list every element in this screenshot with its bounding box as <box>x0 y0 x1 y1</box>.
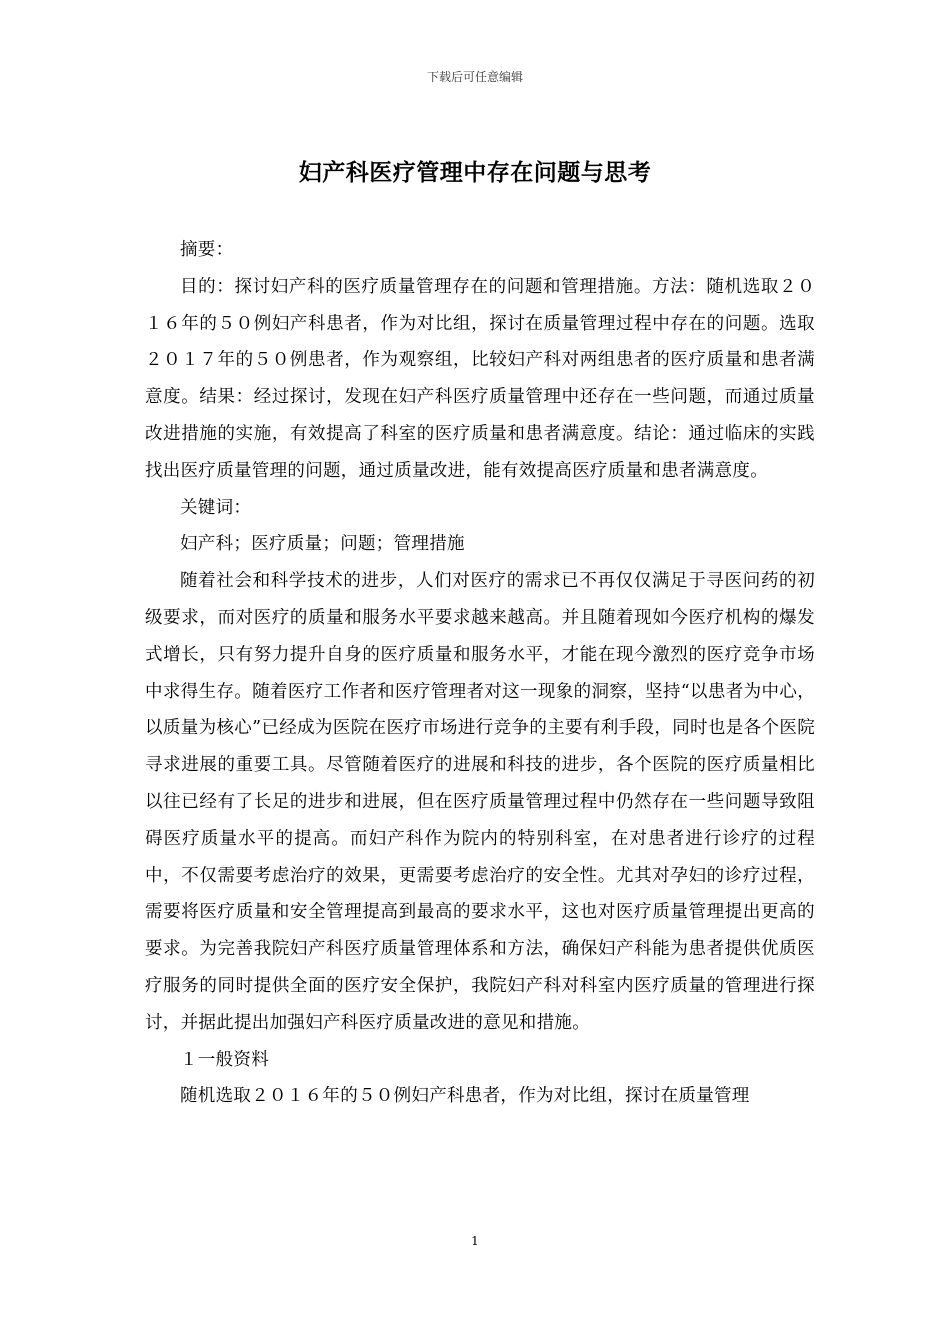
abstract-heading: 摘要： <box>180 240 234 260</box>
keywords-heading: 关键词： <box>180 497 252 518</box>
header-note: 下载后可任意编辑 <box>426 70 523 84</box>
abstract-paragraph: 目的：探讨妇产科的医疗质量管理存在的问题和管理措施。方法：随机选取２０１６年的５０例妇产科患者，作为对比组，探讨在质量管理过程中存在的问题。选取２０１７年的５０例患者，作为观察组，比较妇产科对两组患者的医疗质量和患者满意度。结果：经过探讨，发现在妇产科医疗质量管理中还存在一些问题，而通过质量改进措施的实施，有效提高了科室的医疗质量和患者满意度。结论：通过临床的实践找出医疗质量管理的问题，通过质量改进，能有效提高医疗质量和患者满意度。 <box>145 276 815 481</box>
page-number: 1 <box>471 1234 479 1248</box>
document-body <box>145 232 815 1115</box>
keywords-list: 妇产科；医疗质量；问题；管理措施 <box>180 534 465 555</box>
introduction-paragraph: 随着社会和科学技术的进步，人们对医疗的需求已不再仅仅满足于寻医问药的初级要求，而对医疗的质量和服务水平要求越来越高。并且随着现如今医疗机构的爆发式增长，只有努力提升自身的医疗质量和服务水平，才能在现今激烈的医疗竞争市场中求得生存。随着医疗工作者和医疗管理者对这一现象的洞察，坚持“以患者为中心，以质量为核心”已经成为医院在医疗市场进行竞争的主要有利手段，同时也是各个医院寻求进展的重要工具。尽管随着医疗的进展和科技的进步，各个医院的医疗质量相比以往已经有了长足的进步和进展，但在医疗质量管理过程中仍然存在一些问题导致阻碍医疗质量水平的提高。而妇产科作为院内的特别科室，在对患者进行诊疗的过程中，不仅需要考虑治疗的效果，更需要考虑治疗的安全性。尤其对孕妇的诊疗过程，需要将医疗质量和安全管理提高到最高的要求水平，这也对医疗质量管理提出更高的要求。为完善我院妇产科医疗质量管理体系和方法，确保妇产科能为患者提供优质医疗服务的同时提供全面的医疗安全保护，我院妇产科对科室内医疗质量的管理进行探讨，并据此提出加强妇产科医疗质量改进的意见和措施。 <box>145 571 815 1033</box>
section-heading-general-info: １一般资料 <box>180 1049 269 1070</box>
general-info-paragraph: 随机选取２０１６年的５０例妇产科患者，作为对比组，探讨在质量管理 <box>180 1086 750 1107</box>
document-title: 妇产科医疗管理中存在问题与思考 <box>298 159 652 186</box>
